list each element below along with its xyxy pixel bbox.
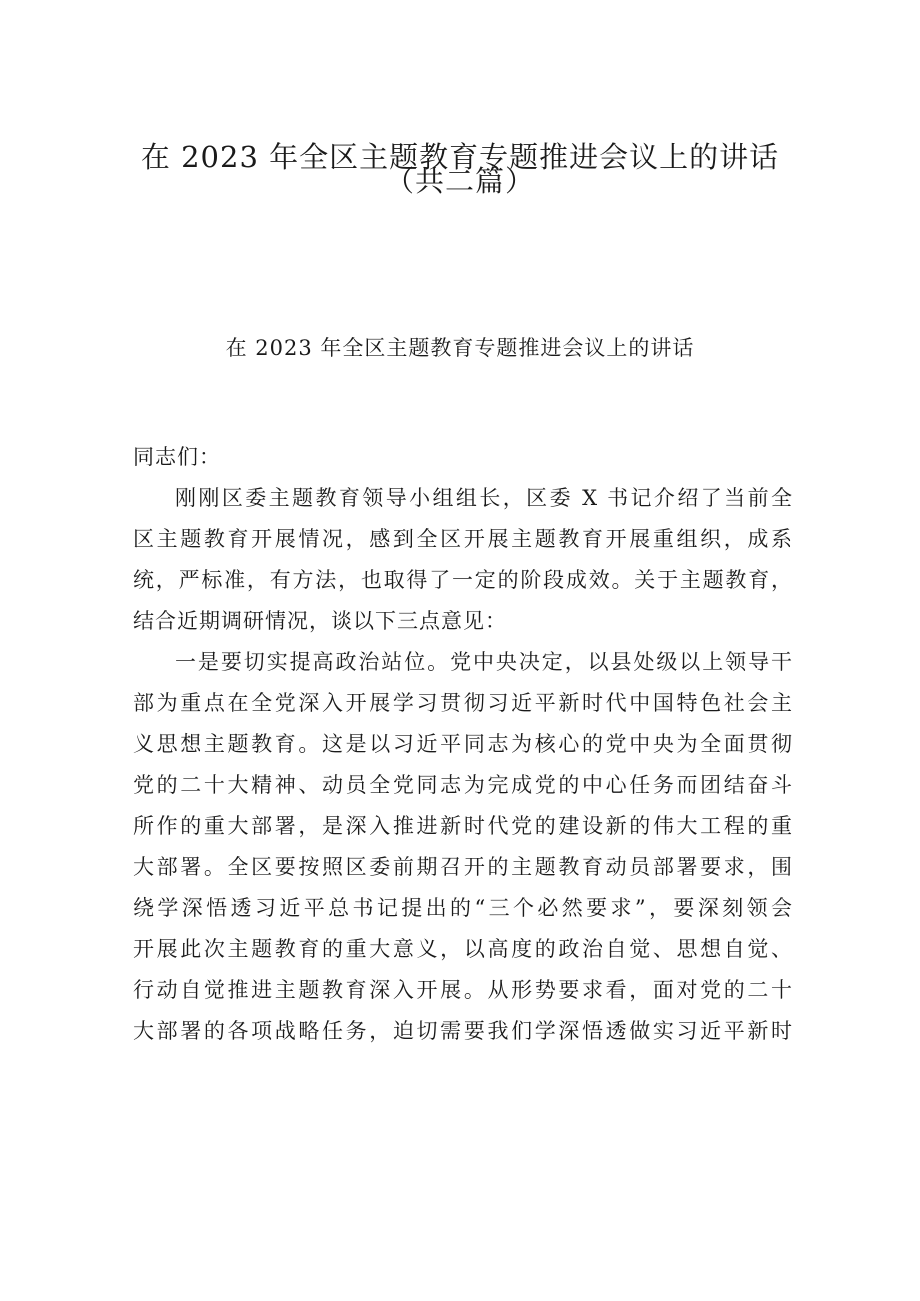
text-line: 行动自觉推进主题教育深入开展。从形势要求看，面对党的二十 <box>133 978 793 1002</box>
document-body <box>133 437 793 1052</box>
text-line: 刚刚区委主题教育领导小组组长，区委 X 书记介绍了当前全 <box>175 486 793 510</box>
text-line: 统，严标准，有方法，也取得了一定的阶段成效。关于主题教育， <box>133 568 793 592</box>
text-line: 结合近期调研情况，谈以下三点意见： <box>133 609 507 633</box>
text-line: 一是要切实提高政治站位。党中央决定，以县处级以上领导干 <box>175 650 793 674</box>
text-line: 区主题教育开展情况，感到全区开展主题教育开展重组织，成系 <box>133 527 793 551</box>
text-line: 党的二十大精神、动员全党同志为完成党的中心任务而团结奋斗 <box>133 773 793 797</box>
salutation: 同志们： <box>133 445 221 469</box>
document-title-note: （共二篇） <box>384 164 535 198</box>
text-line: 部为重点在全党深入开展学习贯彻习近平新时代中国特色社会主 <box>133 691 793 715</box>
section-title: 在 2023 年全区主题教育专题推进会议上的讲话 <box>225 336 695 360</box>
text-line: 开展此次主题教育的重大意义，以高度的政治自觉、思想自觉、 <box>133 937 793 961</box>
text-line: 大部署。全区要按照区委前期召开的主题教育动员部署要求，围 <box>133 855 793 879</box>
text-line: 大部署的各项战略任务，迫切需要我们学深悟透做实习近平新时 <box>133 1019 793 1043</box>
paragraph-1 <box>133 478 793 642</box>
text-line: 义思想主题教育。这是以习近平同志为核心的党中央为全面贯彻 <box>133 732 793 756</box>
text-line: 所作的重大部署，是深入推进新时代党的建设新的伟大工程的重 <box>133 814 793 838</box>
paragraph-2 <box>133 642 793 1052</box>
text-line: 绕学深悟透习近平总书记提出的“三个必然要求”，要深刻领会 <box>133 896 793 920</box>
document-title: 在 2023 年全区主题教育专题推进会议上的讲话 <box>140 140 780 174</box>
